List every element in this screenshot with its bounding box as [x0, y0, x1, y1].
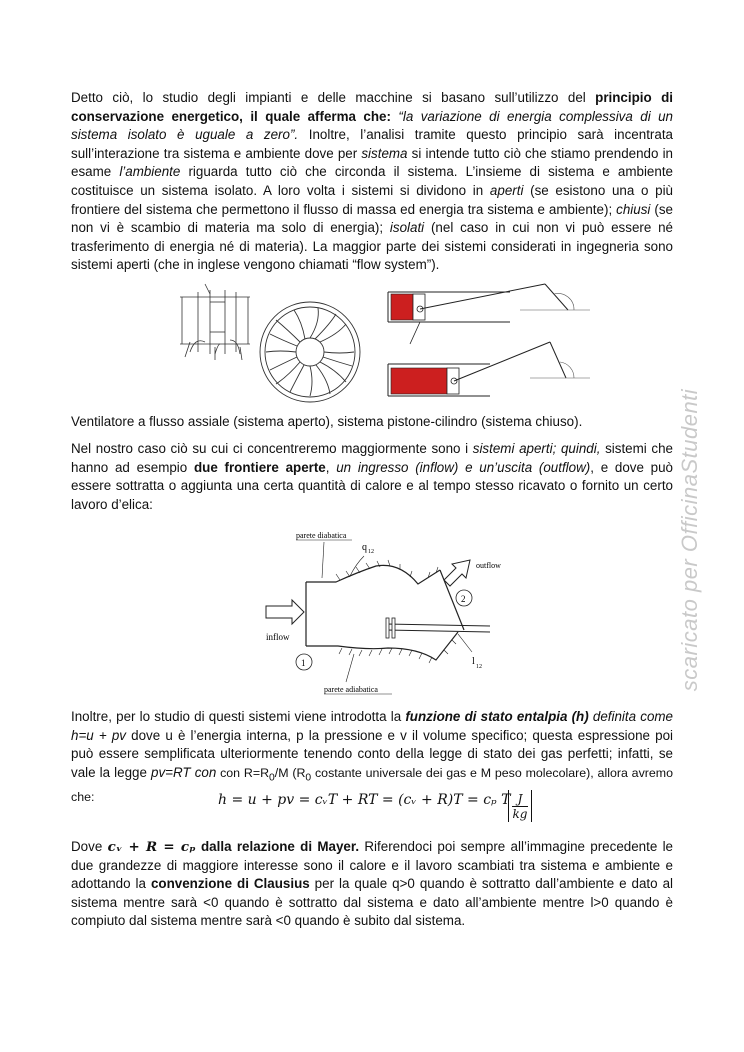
formula-unit	[508, 790, 532, 822]
figure1-caption	[71, 413, 673, 432]
para4-text-f: per la quale q>0 quando è sottratto dall’ambiente e dato al sistema mentre sarà <0 quando è sottratto dal sistema e dato all’ambiente mentre l>0 quando è compiuto dal sistema mentre sarà <0 quando è subito dal sistema.	[71, 876, 673, 929]
label-outflow: outflow	[476, 561, 501, 570]
para4-bold-clausius: convenzione di Clausius	[150, 876, 310, 892]
label-parete-diabatica: parete diabatica	[296, 531, 347, 540]
para1-term-ambiente: l’ambiente	[119, 164, 181, 180]
para3-gas-law: pv=RT con	[151, 764, 217, 780]
paragraph-open-systems	[71, 440, 673, 514]
para1-text-j: (se esistono una o più frontiere del sistema che permettono il flusso di massa ed energia tra sistema e ambiente);	[71, 182, 673, 217]
label-q: q	[362, 542, 367, 553]
para1-text-a: Detto ciò, lo studio degli impianti e delle macchine si basano sull’utilizzo del	[71, 90, 596, 105]
para2-bold-frontiers: due frontiere aperte	[193, 459, 326, 475]
watermark: scaricato per OfficinaStudenti	[677, 388, 702, 692]
fig1-caption-text: Ventilatore a flusso assiale (sistema aperto), sistema pistone-cilindro (sistema chiuso).	[71, 414, 583, 429]
para1-term-isolati: isolati	[389, 220, 425, 236]
paragraph-intro	[71, 89, 673, 275]
para2-text-a: Nel nostro caso ciò su cui ci concentreremo maggiormente sono i	[71, 441, 473, 456]
para3-text-h: /M (R	[274, 765, 306, 780]
para1-text-d: Inoltre, l’analisi tramite questo principio sarà incentrata sull’interazione tra sistema e ambiente dove per	[71, 127, 673, 161]
para1-text-f: si intende tutto ciò che stiamo prendendo in esame	[71, 145, 674, 180]
para1-term-aperti: aperti	[489, 182, 524, 198]
para3-text-j: costante universale dei gas e M peso molecolare), allora avremo che:	[71, 765, 673, 804]
para2-text-c: sistemi che hanno ad esempio	[71, 441, 673, 475]
label-l-subscript: 12	[476, 664, 482, 670]
piston-cylinder-bottom	[388, 342, 590, 396]
para3-sub-g: 0	[269, 772, 275, 784]
para1-bold-principle: principio di conservazione energetico, il quale afferma che:	[71, 90, 673, 124]
figure-fan-piston	[170, 282, 590, 412]
label-inflow: inflow	[266, 632, 290, 642]
para3-definition: definita come h=u + pv	[71, 709, 673, 743]
label-q-subscript: 12	[368, 549, 374, 555]
para3-sub-i: 0	[305, 772, 312, 784]
label-station-2: 2	[461, 594, 466, 604]
para1-text-n: (nel caso in cui non vi può essere né trasferimento di energia né di materia). La maggior parte dei sistemi considerati in ingegneria sono sistemi aperti (che in inglese vengono chiamati “flow system”).	[71, 220, 674, 273]
paragraph-mayer-clausius	[71, 838, 673, 931]
para1-quote: “la variazione di energia complessiva di un sistema isolato è uguale a zero”.	[71, 108, 673, 143]
label-parete-adiabatica: parete adiabatica	[324, 685, 378, 694]
para4-mayer-formula: cᵥ + R = cₚ	[107, 839, 196, 855]
para2-text-g: , e dove può essere sottratta o aggiunta una certa quantità di calore e al tempo stesso ricavato o fornito un certo lavoro d’elica:	[71, 459, 673, 512]
figure-open-system	[258, 522, 518, 700]
para4-text-a: Dove	[71, 839, 108, 854]
para4-mayer-relation: dalla relazione di Mayer.	[195, 839, 360, 854]
piston-cylinder-top	[388, 284, 590, 322]
unit-numerator: J	[512, 792, 528, 807]
axial-fan-front-view	[260, 302, 360, 402]
label-l: l	[472, 656, 475, 667]
para2-term-open-systems: sistemi aperti; quindi,	[472, 441, 601, 456]
para2-term-inflow-outflow: un ingresso (inflow) e un’uscita (outflow)	[336, 459, 591, 475]
para1-term-chiusi: chiusi	[616, 201, 651, 217]
para3-text-d: dove u è l’energia interna, p la pressione e v il volume specifico; questa espressione poi può essere semplificata ulteriormente tenendo conto della legge di stato dei gas perfetti; infatti, se vale la legge	[71, 727, 673, 780]
para1-text-h: riguarda tutto ciò che circonda il sistema. L’insieme di sistema e ambiente costituisce un sistema isolato. A loro volta i sistemi si dividono in	[71, 164, 673, 198]
para3-text-f: con R=R	[216, 765, 270, 780]
para1-text-l: (se non vi è scambio di materia ma solo di energia);	[71, 201, 673, 236]
enthalpy-formula: h = u + pv = cᵥT + RT = (cᵥ + R)T = cₚ T	[218, 792, 511, 808]
para2-text-e: ,	[325, 459, 337, 475]
para4-text-d: Riferendoci poi sempre all’immagine precedente le due grandezze di maggiore interesse sono il calore e il lavoro scambiati tra sistema e ambiente e adottando la	[71, 839, 674, 892]
label-station-1: 1	[301, 658, 306, 668]
para3-text-a: Inoltre, per lo studio di questi sistemi viene introdotta la	[71, 709, 406, 724]
axial-fan-side-view	[180, 284, 250, 360]
para1-term-sistema: sistema	[361, 145, 408, 161]
unit-denominator: kg	[512, 807, 528, 821]
para3-bold-enthalpy: funzione di stato entalpia (h)	[405, 709, 589, 724]
